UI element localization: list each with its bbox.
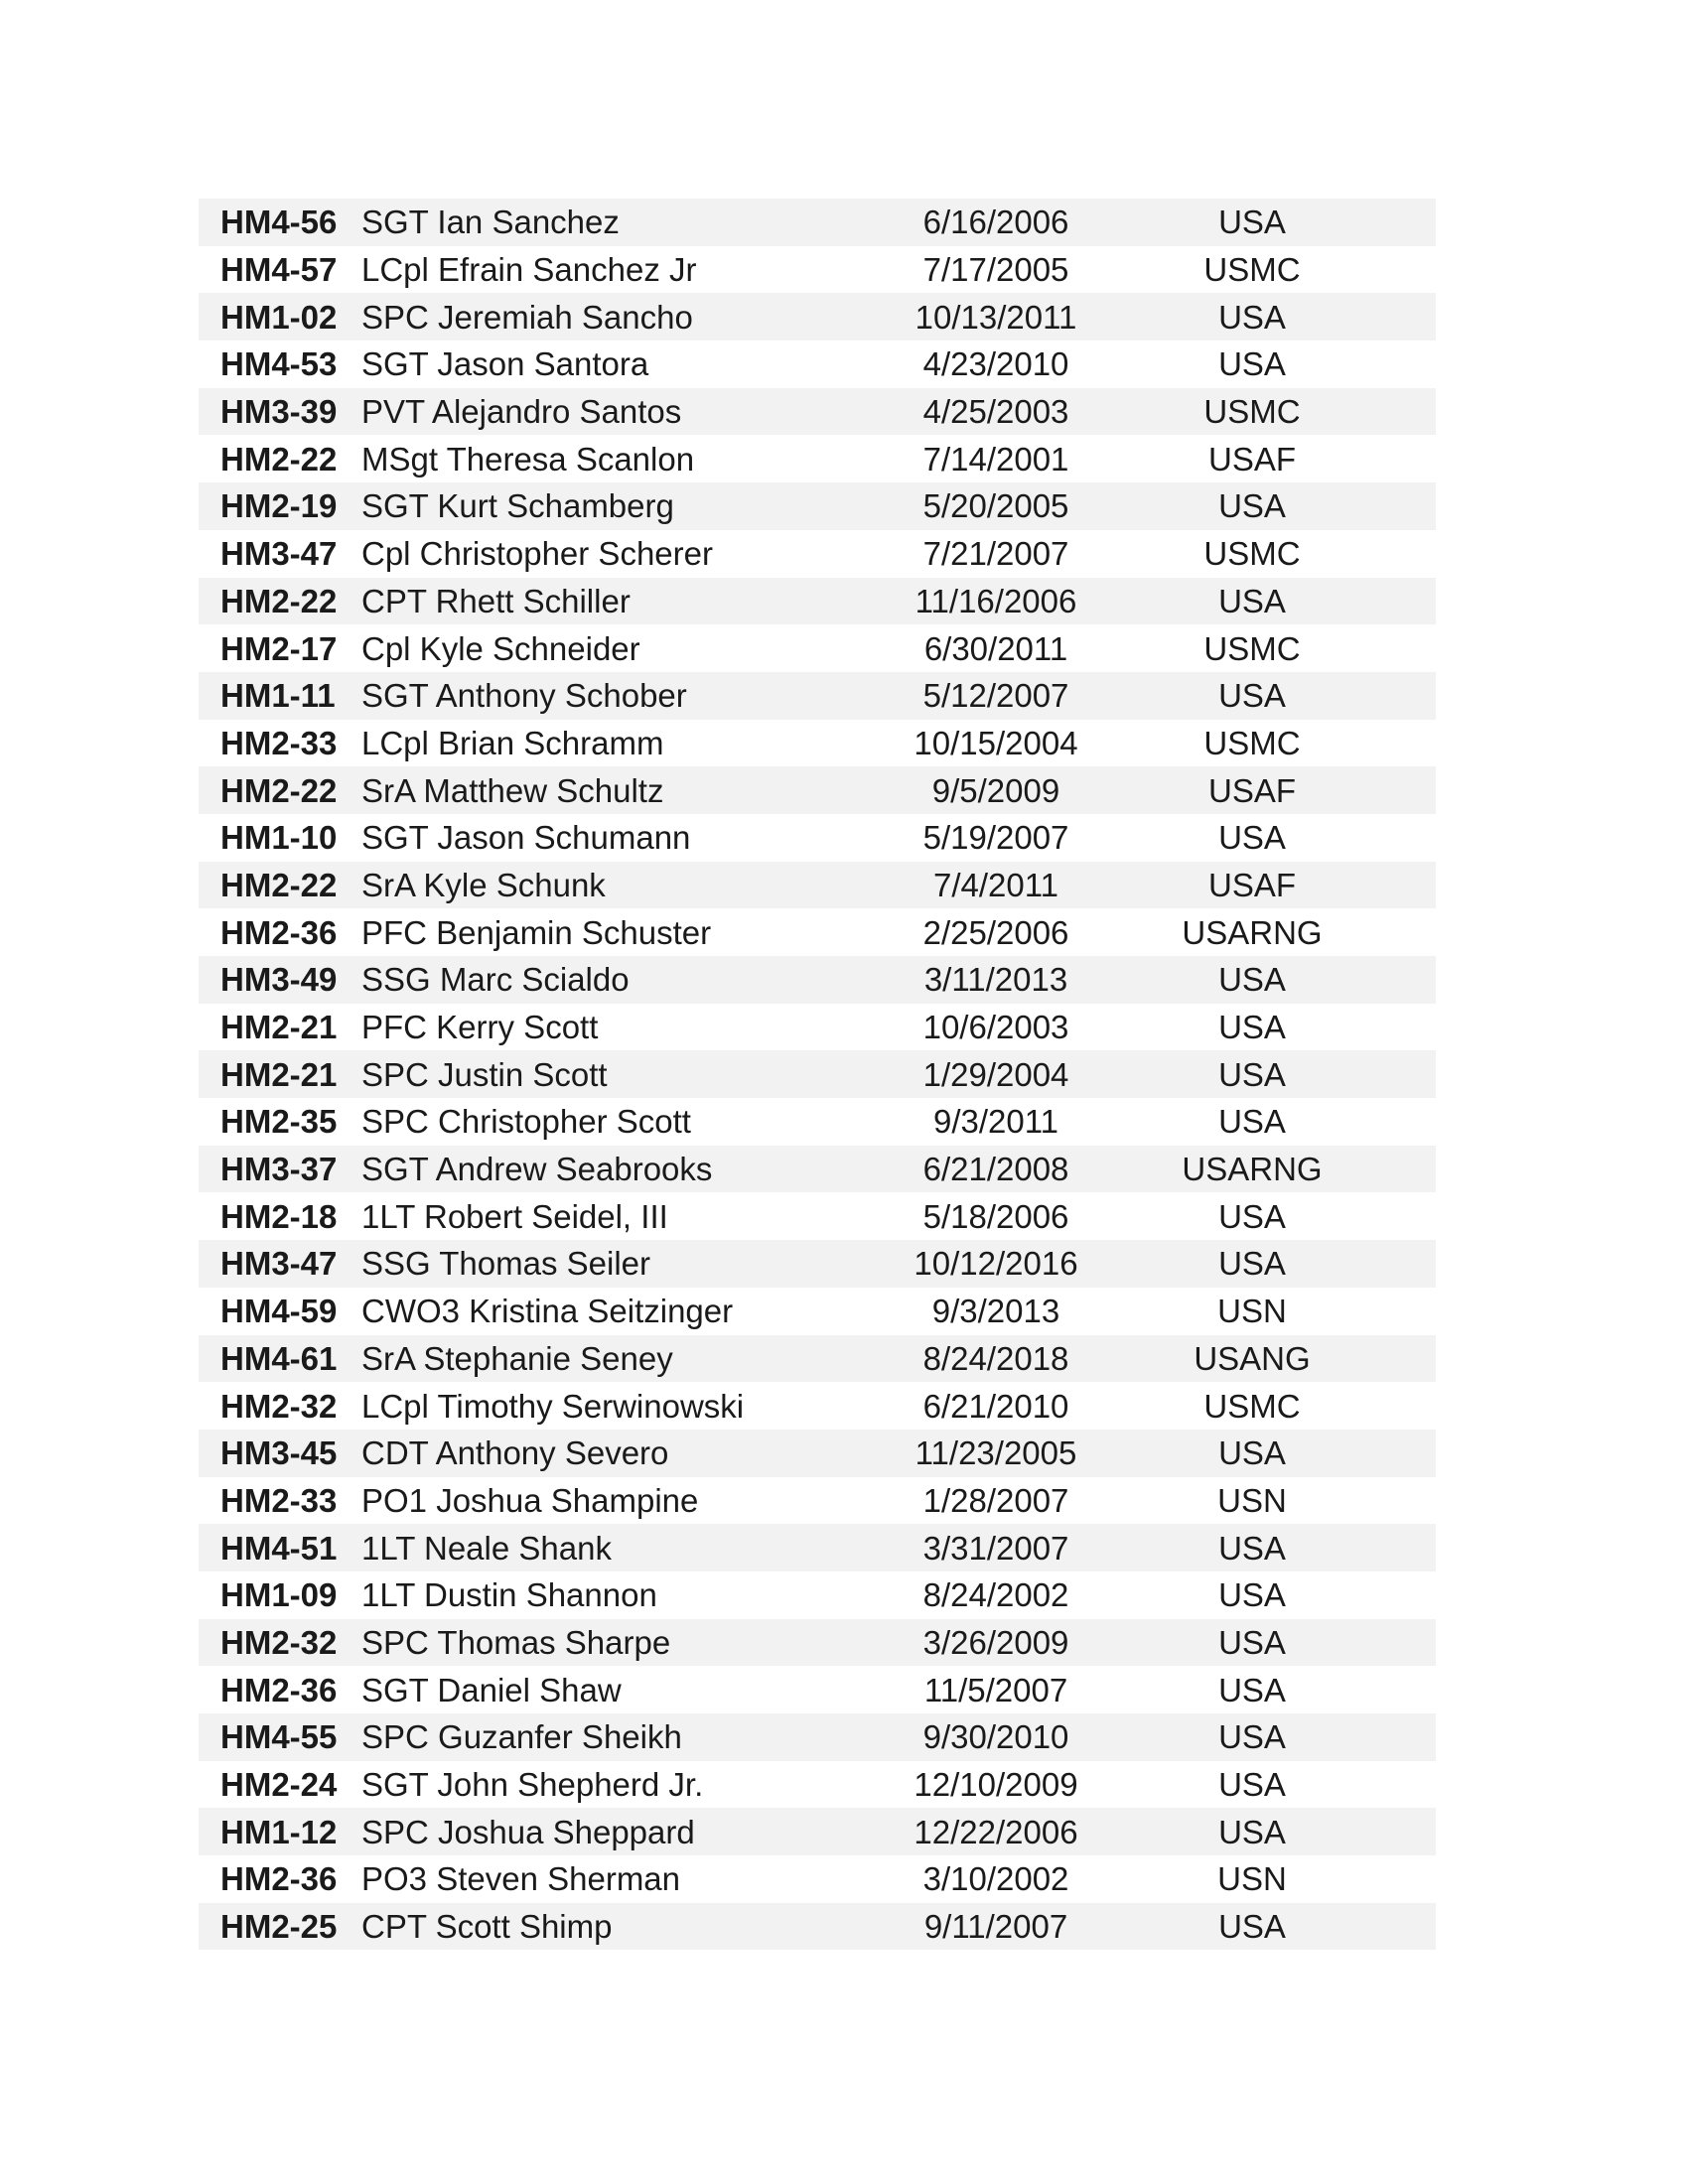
grave-site: HM2-22 <box>220 771 338 809</box>
service-member-name: SPC Christopher Scott <box>361 1103 691 1141</box>
date-of-death: 5/20/2005 <box>922 487 1069 525</box>
table-row <box>199 530 1436 578</box>
service-branch: USA <box>1218 1813 1286 1850</box>
service-member-name: PFC Kerry Scott <box>361 1009 599 1046</box>
table-row <box>199 1571 1436 1619</box>
table-row <box>199 199 1436 246</box>
grave-site: HM4-53 <box>220 345 338 383</box>
service-branch: USA <box>1218 345 1286 383</box>
service-branch: USA <box>1218 1576 1286 1614</box>
service-member-name: SGT Kurt Schamberg <box>361 487 674 525</box>
service-member-name: CWO3 Kristina Seitzinger <box>361 1293 734 1330</box>
date-of-death: 7/4/2011 <box>932 866 1058 903</box>
service-member-name: SrA Stephanie Seney <box>361 1339 673 1377</box>
service-member-name: SGT Andrew Seabrooks <box>361 1151 713 1188</box>
date-of-death: 3/10/2002 <box>922 1860 1069 1898</box>
table-row <box>199 1430 1436 1477</box>
service-branch: USA <box>1218 582 1286 619</box>
date-of-death: 4/23/2010 <box>922 345 1069 383</box>
date-of-death: 11/16/2006 <box>914 582 1077 619</box>
service-member-name: 1LT Dustin Shannon <box>361 1576 657 1614</box>
grave-site: HM2-33 <box>220 1481 338 1519</box>
service-member-name: LCpl Efrain Sanchez Jr <box>361 251 697 289</box>
date-of-death: 11/5/2007 <box>923 1671 1068 1708</box>
grave-site: HM1-11 <box>220 677 336 715</box>
roster-body <box>199 199 1436 1950</box>
service-member-name: PVT Alejandro Santos <box>361 393 682 431</box>
service-member-name: SGT John Shepherd Jr. <box>361 1766 704 1804</box>
service-branch: USA <box>1218 1197 1286 1235</box>
date-of-death: 7/21/2007 <box>922 535 1069 573</box>
service-member-name: PO1 Joshua Shampine <box>361 1481 699 1519</box>
service-branch: USN <box>1217 1860 1287 1898</box>
service-branch: USMC <box>1203 251 1301 289</box>
service-branch: USAF <box>1207 440 1296 478</box>
service-branch: USAF <box>1207 866 1296 903</box>
grave-site: HM1-10 <box>220 819 338 857</box>
date-of-death: 10/12/2016 <box>914 1245 1078 1283</box>
table-row <box>199 814 1436 862</box>
grave-site: HM3-45 <box>220 1434 338 1472</box>
grave-site: HM2-36 <box>220 913 338 951</box>
service-member-name: Cpl Kyle Schneider <box>361 629 640 667</box>
service-branch: USA <box>1218 1009 1286 1046</box>
date-of-death: 9/5/2009 <box>931 771 1060 809</box>
grave-site: HM2-22 <box>220 440 338 478</box>
table-row <box>199 1619 1436 1667</box>
service-member-name: SGT Anthony Schober <box>361 677 687 715</box>
date-of-death: 1/29/2004 <box>922 1055 1069 1093</box>
date-of-death: 10/13/2011 <box>914 298 1077 336</box>
service-member-name: Cpl Christopher Scherer <box>361 535 713 573</box>
table-row <box>199 1524 1436 1571</box>
service-branch: USAF <box>1207 771 1296 809</box>
service-branch: USA <box>1218 1766 1286 1804</box>
service-branch: USARNG <box>1182 913 1323 951</box>
service-branch: USA <box>1218 1103 1286 1141</box>
service-member-name: LCpl Brian Schramm <box>361 724 664 761</box>
service-member-name: CDT Anthony Severo <box>361 1434 669 1472</box>
service-member-name: MSgt Theresa Scanlon <box>361 440 695 478</box>
table-row <box>199 1666 1436 1713</box>
table-row <box>199 908 1436 956</box>
service-branch: USN <box>1217 1293 1287 1330</box>
service-member-name: CPT Rhett Schiller <box>361 582 631 619</box>
service-branch: USA <box>1218 1718 1286 1756</box>
table-row <box>199 293 1436 341</box>
service-member-name: SrA Kyle Schunk <box>361 866 606 903</box>
table-row <box>199 1855 1436 1903</box>
date-of-death: 6/30/2011 <box>923 629 1068 667</box>
grave-site: HM2-33 <box>220 724 338 761</box>
table-row <box>199 482 1436 530</box>
grave-site: HM2-17 <box>220 629 338 667</box>
service-branch: USMC <box>1203 724 1301 761</box>
table-row <box>199 1288 1436 1335</box>
date-of-death: 6/16/2006 <box>922 204 1069 241</box>
grave-site: HM4-61 <box>220 1339 338 1377</box>
table-row <box>199 341 1436 388</box>
service-member-name: SGT Jason Schumann <box>361 819 691 857</box>
service-branch: USMC <box>1203 629 1301 667</box>
service-branch: USMC <box>1203 1387 1301 1425</box>
service-member-name: SPC Guzanfer Sheikh <box>361 1718 682 1756</box>
table-row <box>199 1382 1436 1430</box>
grave-site: HM3-47 <box>220 1245 338 1283</box>
service-member-name: SPC Jeremiah Sancho <box>361 298 693 336</box>
grave-site: HM2-36 <box>220 1860 338 1898</box>
grave-site: HM4-59 <box>220 1293 338 1330</box>
service-branch: USA <box>1218 1055 1286 1093</box>
table-row <box>199 1761 1436 1809</box>
table-row <box>199 766 1436 814</box>
table-row <box>199 956 1436 1004</box>
date-of-death: 5/18/2006 <box>922 1197 1069 1235</box>
service-member-name: SGT Jason Santora <box>361 345 649 383</box>
date-of-death: 10/15/2004 <box>914 724 1078 761</box>
service-member-name: SGT Ian Sanchez <box>361 204 620 241</box>
service-branch: USA <box>1218 1623 1286 1661</box>
date-of-death: 1/28/2007 <box>922 1481 1069 1519</box>
grave-site: HM2-18 <box>220 1197 338 1235</box>
service-member-name: PO3 Steven Sherman <box>361 1860 681 1898</box>
grave-site: HM2-21 <box>220 1055 338 1093</box>
date-of-death: 3/26/2009 <box>922 1623 1069 1661</box>
service-branch: USA <box>1218 487 1286 525</box>
service-branch: USMC <box>1203 393 1301 431</box>
table-row <box>199 1713 1436 1761</box>
date-of-death: 8/24/2018 <box>922 1339 1069 1377</box>
table-row <box>199 578 1436 625</box>
table-row <box>199 435 1436 482</box>
service-branch: USA <box>1218 204 1286 241</box>
service-member-name: SGT Daniel Shaw <box>361 1671 622 1708</box>
service-member-name: SPC Thomas Sharpe <box>361 1623 671 1661</box>
date-of-death: 10/6/2003 <box>922 1009 1069 1046</box>
grave-site: HM2-25 <box>220 1908 338 1946</box>
service-branch: USA <box>1218 677 1286 715</box>
date-of-death: 9/3/2013 <box>931 1293 1060 1330</box>
service-branch: USA <box>1218 1245 1286 1283</box>
grave-site: HM4-55 <box>220 1718 338 1756</box>
grave-site: HM3-39 <box>220 393 338 431</box>
service-branch: USA <box>1218 961 1286 999</box>
grave-site: HM4-57 <box>220 251 338 289</box>
date-of-death: 12/22/2006 <box>914 1813 1078 1850</box>
date-of-death: 3/31/2007 <box>922 1529 1069 1567</box>
date-of-death: 7/17/2005 <box>922 251 1069 289</box>
service-member-name: SPC Joshua Sheppard <box>361 1813 695 1850</box>
date-of-death: 5/19/2007 <box>922 819 1069 857</box>
table-row <box>199 624 1436 672</box>
table-row <box>199 862 1436 909</box>
service-member-name: SPC Justin Scott <box>361 1055 608 1093</box>
grave-site: HM2-24 <box>220 1766 338 1804</box>
grave-site: HM1-02 <box>220 298 338 336</box>
date-of-death: 2/25/2006 <box>922 913 1069 951</box>
date-of-death: 9/30/2010 <box>922 1718 1069 1756</box>
date-of-death: 9/3/2011 <box>932 1103 1058 1141</box>
grave-site: HM2-22 <box>220 866 338 903</box>
grave-site: HM1-09 <box>220 1576 338 1614</box>
date-of-death: 4/25/2003 <box>922 393 1069 431</box>
table-row <box>199 1903 1436 1951</box>
roster-table <box>199 199 1436 1950</box>
date-of-death: 7/14/2001 <box>922 440 1069 478</box>
grave-site: HM2-32 <box>220 1623 338 1661</box>
service-member-name: SSG Thomas Seiler <box>361 1245 651 1283</box>
service-branch: USA <box>1218 1529 1286 1567</box>
service-branch: USMC <box>1203 535 1301 573</box>
grave-site: HM2-32 <box>220 1387 338 1425</box>
service-branch: USA <box>1218 1908 1286 1946</box>
grave-site: HM2-35 <box>220 1103 338 1141</box>
service-branch: USA <box>1218 819 1286 857</box>
service-member-name: 1LT Neale Shank <box>361 1529 612 1567</box>
service-branch: USA <box>1218 1671 1286 1708</box>
service-member-name: 1LT Robert Seidel, III <box>361 1197 668 1235</box>
table-row <box>199 672 1436 720</box>
table-row <box>199 720 1436 767</box>
grave-site: HM3-37 <box>220 1151 338 1188</box>
grave-site: HM3-47 <box>220 535 338 573</box>
service-branch: USA <box>1218 1434 1286 1472</box>
table-row <box>199 1240 1436 1288</box>
grave-site: HM2-19 <box>220 487 338 525</box>
date-of-death: 8/24/2002 <box>922 1576 1069 1614</box>
grave-site: HM4-56 <box>220 204 338 241</box>
date-of-death: 5/12/2007 <box>922 677 1069 715</box>
table-row <box>199 1050 1436 1098</box>
grave-site: HM3-49 <box>220 961 338 999</box>
service-branch: USARNG <box>1182 1151 1323 1188</box>
date-of-death: 12/10/2009 <box>914 1766 1078 1804</box>
table-row <box>199 1192 1436 1240</box>
grave-site: HM4-51 <box>220 1529 338 1567</box>
service-member-name: PFC Benjamin Schuster <box>361 913 712 951</box>
table-row <box>199 1098 1436 1146</box>
service-member-name: CPT Scott Shimp <box>361 1908 613 1946</box>
table-row <box>199 1004 1436 1051</box>
date-of-death: 3/11/2013 <box>923 961 1068 999</box>
table-row <box>199 1808 1436 1855</box>
date-of-death: 11/23/2005 <box>914 1434 1077 1472</box>
table-row <box>199 1335 1436 1383</box>
table-row <box>199 1477 1436 1525</box>
table-row <box>199 1146 1436 1193</box>
grave-site: HM2-36 <box>220 1671 338 1708</box>
grave-site: HM2-21 <box>220 1009 338 1046</box>
service-member-name: SSG Marc Scialdo <box>361 961 630 999</box>
service-branch: USANG <box>1194 1339 1311 1377</box>
table-row <box>199 246 1436 294</box>
date-of-death: 9/11/2007 <box>923 1908 1068 1946</box>
grave-site: HM2-22 <box>220 582 338 619</box>
grave-site: HM1-12 <box>220 1813 338 1850</box>
service-member-name: SrA Matthew Schultz <box>361 771 664 809</box>
date-of-death: 6/21/2010 <box>922 1387 1069 1425</box>
date-of-death: 6/21/2008 <box>922 1151 1069 1188</box>
service-member-name: LCpl Timothy Serwinowski <box>361 1387 745 1425</box>
service-branch: USA <box>1218 298 1286 336</box>
table-row <box>199 388 1436 436</box>
service-branch: USN <box>1217 1481 1287 1519</box>
